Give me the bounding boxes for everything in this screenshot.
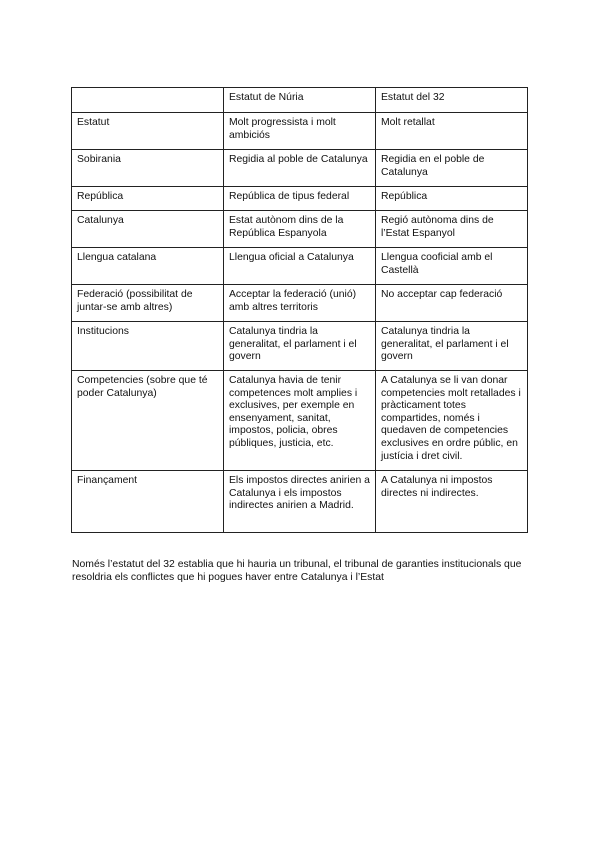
table-row [72, 371, 528, 471]
nuria-cell: Els impostos directes anirien a Catalunya i els impostos indirectes anirien a Madrid. [224, 471, 376, 533]
estatut32-cell: Llengua cooficial amb el Castellà [376, 248, 528, 285]
header-cell-empty [72, 88, 224, 113]
footnote-paragraph: Només l’estatut del 32 establia que hi hauria un tribunal, el tribunal de garanties institucionals que resoldria els conflictes que hi pogues haver entre Catalunya i l’Estat [72, 559, 522, 584]
estatut32-cell: Regidia en el poble de Catalunya [376, 150, 528, 187]
table-row [72, 248, 528, 285]
nuria-cell: Molt progressista i molt ambiciós [224, 113, 376, 150]
table-row [72, 285, 528, 322]
row-label: Llengua catalana [72, 248, 224, 285]
row-label: Competencies (sobre que té poder Catalunya) [72, 371, 224, 471]
table-row [72, 113, 528, 150]
estatut32-cell: Regió autònoma dins de l’Estat Espanyol [376, 211, 528, 248]
row-label: Finançament [72, 471, 224, 533]
nuria-cell: Estat autònom dins de la República Espanyola [224, 211, 376, 248]
nuria-cell: Acceptar la federació (unió) amb altres territoris [224, 285, 376, 322]
row-label: Estatut [72, 113, 224, 150]
row-label: Federació (possibilitat de juntar-se amb altres) [72, 285, 224, 322]
estatut32-cell: A Catalunya ni impostos directes ni indirectes. [376, 471, 528, 533]
row-label: Catalunya [72, 211, 224, 248]
row-label: Institucions [72, 322, 224, 371]
comparison-table [71, 87, 528, 533]
estatut32-cell: A Catalunya se li van donar competencies molt retallades i pràcticament totes compartides, només i quedaven de competencies exclusives en ordre públic, en justícia i dret civil. [376, 371, 528, 471]
table-row [72, 187, 528, 211]
nuria-cell: República de tipus federal [224, 187, 376, 211]
nuria-cell: Llengua oficial a Catalunya [224, 248, 376, 285]
table-row [72, 322, 528, 371]
table-row [72, 150, 528, 187]
estatut32-cell: República [376, 187, 528, 211]
table-row [72, 471, 528, 533]
estatut32-cell: Catalunya tindria la generalitat, el parlament i el govern [376, 322, 528, 371]
nuria-cell: Catalunya havia de tenir competences molt amplies i exclusives, per exemple en ensenyament, sanitat, impostos, policia, obres públiques, justicia, etc. [224, 371, 376, 471]
row-label: República [72, 187, 224, 211]
table-header-row [72, 88, 528, 113]
header-cell-nuria: Estatut de Núria [224, 88, 376, 113]
estatut32-cell: No acceptar cap federació [376, 285, 528, 322]
nuria-cell: Catalunya tindria la generalitat, el parlament i el govern [224, 322, 376, 371]
row-label: Sobirania [72, 150, 224, 187]
table-row [72, 211, 528, 248]
header-cell-32: Estatut del 32 [376, 88, 528, 113]
nuria-cell: Regidia al poble de Catalunya [224, 150, 376, 187]
estatut32-cell: Molt retallat [376, 113, 528, 150]
